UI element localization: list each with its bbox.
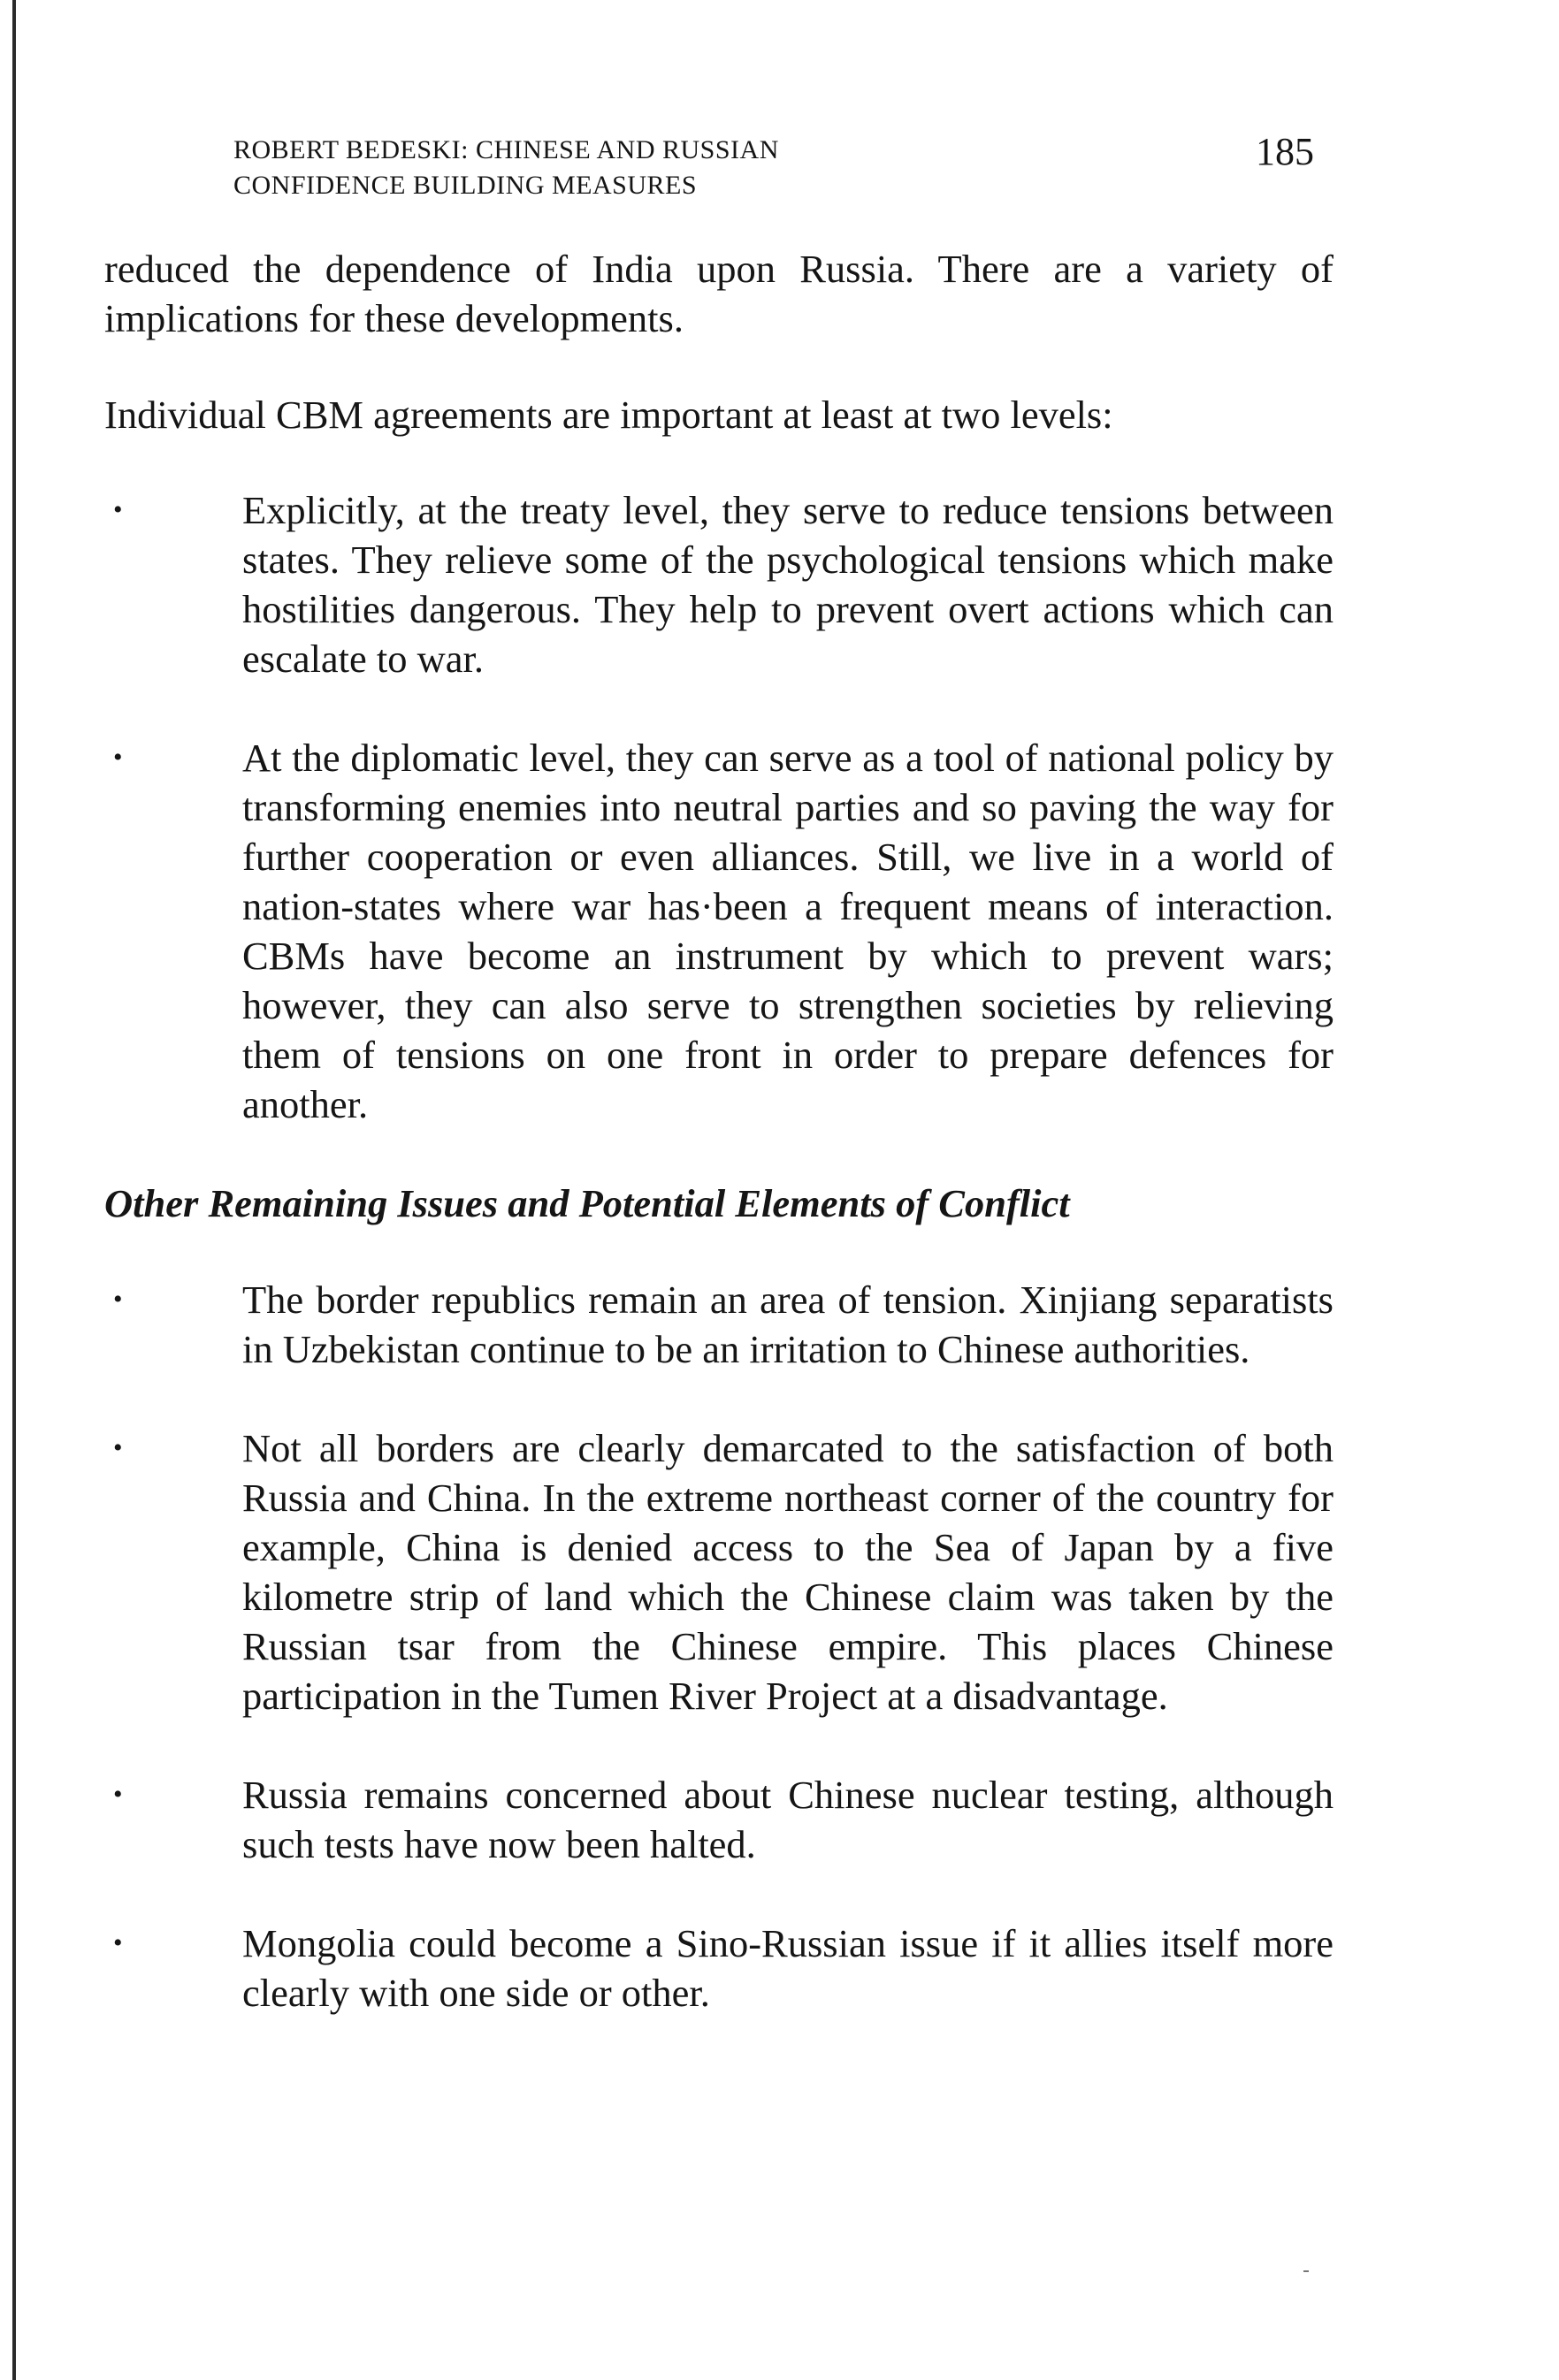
body-text (104, 244, 1334, 2067)
running-head-line-1: ROBERT BEDESKI: CHINESE AND RUSSIAN (233, 135, 779, 164)
list-item-text: Mongolia could become a Sino-Russian issue if it allies itself more clearly with one side or other. (242, 1921, 1334, 2015)
bullet-marker: • (113, 1780, 123, 1809)
scan-speck (1303, 2270, 1309, 2272)
page-binding-edge (12, 0, 16, 2380)
bullet-marker: • (113, 1285, 123, 1314)
paragraph-india-dependence: reduced the dependence of India upon Russia. There are a variety of implications for these developments. (104, 247, 1334, 340)
running-head (233, 133, 1029, 203)
cbm-levels-list (104, 485, 1334, 1129)
list-item-text: Not all borders are clearly demarcated to the satisfaction of both Russia and China. In the extreme northeast corner of the country for example, China is denied access to the Sea of Japan by a five kilometre strip of land which the Chinese claim was taken by the Russian tsar from the Chinese empire. This places Chinese participation in the Tumen River Project at a disadvantage. (242, 1426, 1334, 1718)
remaining-issues-list (104, 1275, 1334, 2018)
list-item (104, 1423, 1334, 1720)
list-item (104, 733, 1334, 1129)
list-item (104, 1918, 1334, 2018)
bullet-marker: • (113, 1433, 123, 1462)
list-item-text: The border republics remain an area of tension. Xinjiang separatists in Uzbekistan continue to be an irritation to Chinese authorities. (242, 1278, 1334, 1371)
list-item-text: Explicitly, at the treaty level, they serve to reduce tensions between states. They relieve some of the psychological tensions which make hostilities dangerous. They help to prevent overt actions which can escalate to war. (242, 488, 1334, 681)
page-number: 185 (1256, 130, 1314, 173)
paragraph-cbm-levels: Individual CBM agreements are important at least at two levels: (104, 393, 1113, 437)
bullet-marker: • (113, 743, 123, 772)
list-item-text: Russia remains concerned about Chinese nuclear testing, although such tests have now been halted. (242, 1773, 1334, 1866)
bullet-marker: • (113, 1928, 123, 1957)
list-item (104, 485, 1334, 683)
section-heading: Other Remaining Issues and Potential Elements of Conflict (104, 1181, 1070, 1225)
bullet-marker: • (113, 495, 123, 524)
running-head-line-2: CONFIDENCE BUILDING MEASURES (233, 171, 698, 200)
list-item (104, 1275, 1334, 1374)
list-item-text: At the diplomatic level, they can serve as a tool of national policy by transforming enemies into neutral parties and so paving the way for further cooperation or even alliances. Still, we live in a world of nation-states where war has·been a frequent means of interaction. CBMs have become an instrument by which to prevent wars; however, they can also serve to strengthen societies by relieving them of tensions on one front in order to prepare defences for another. (242, 736, 1334, 1126)
list-item (104, 1770, 1334, 1869)
